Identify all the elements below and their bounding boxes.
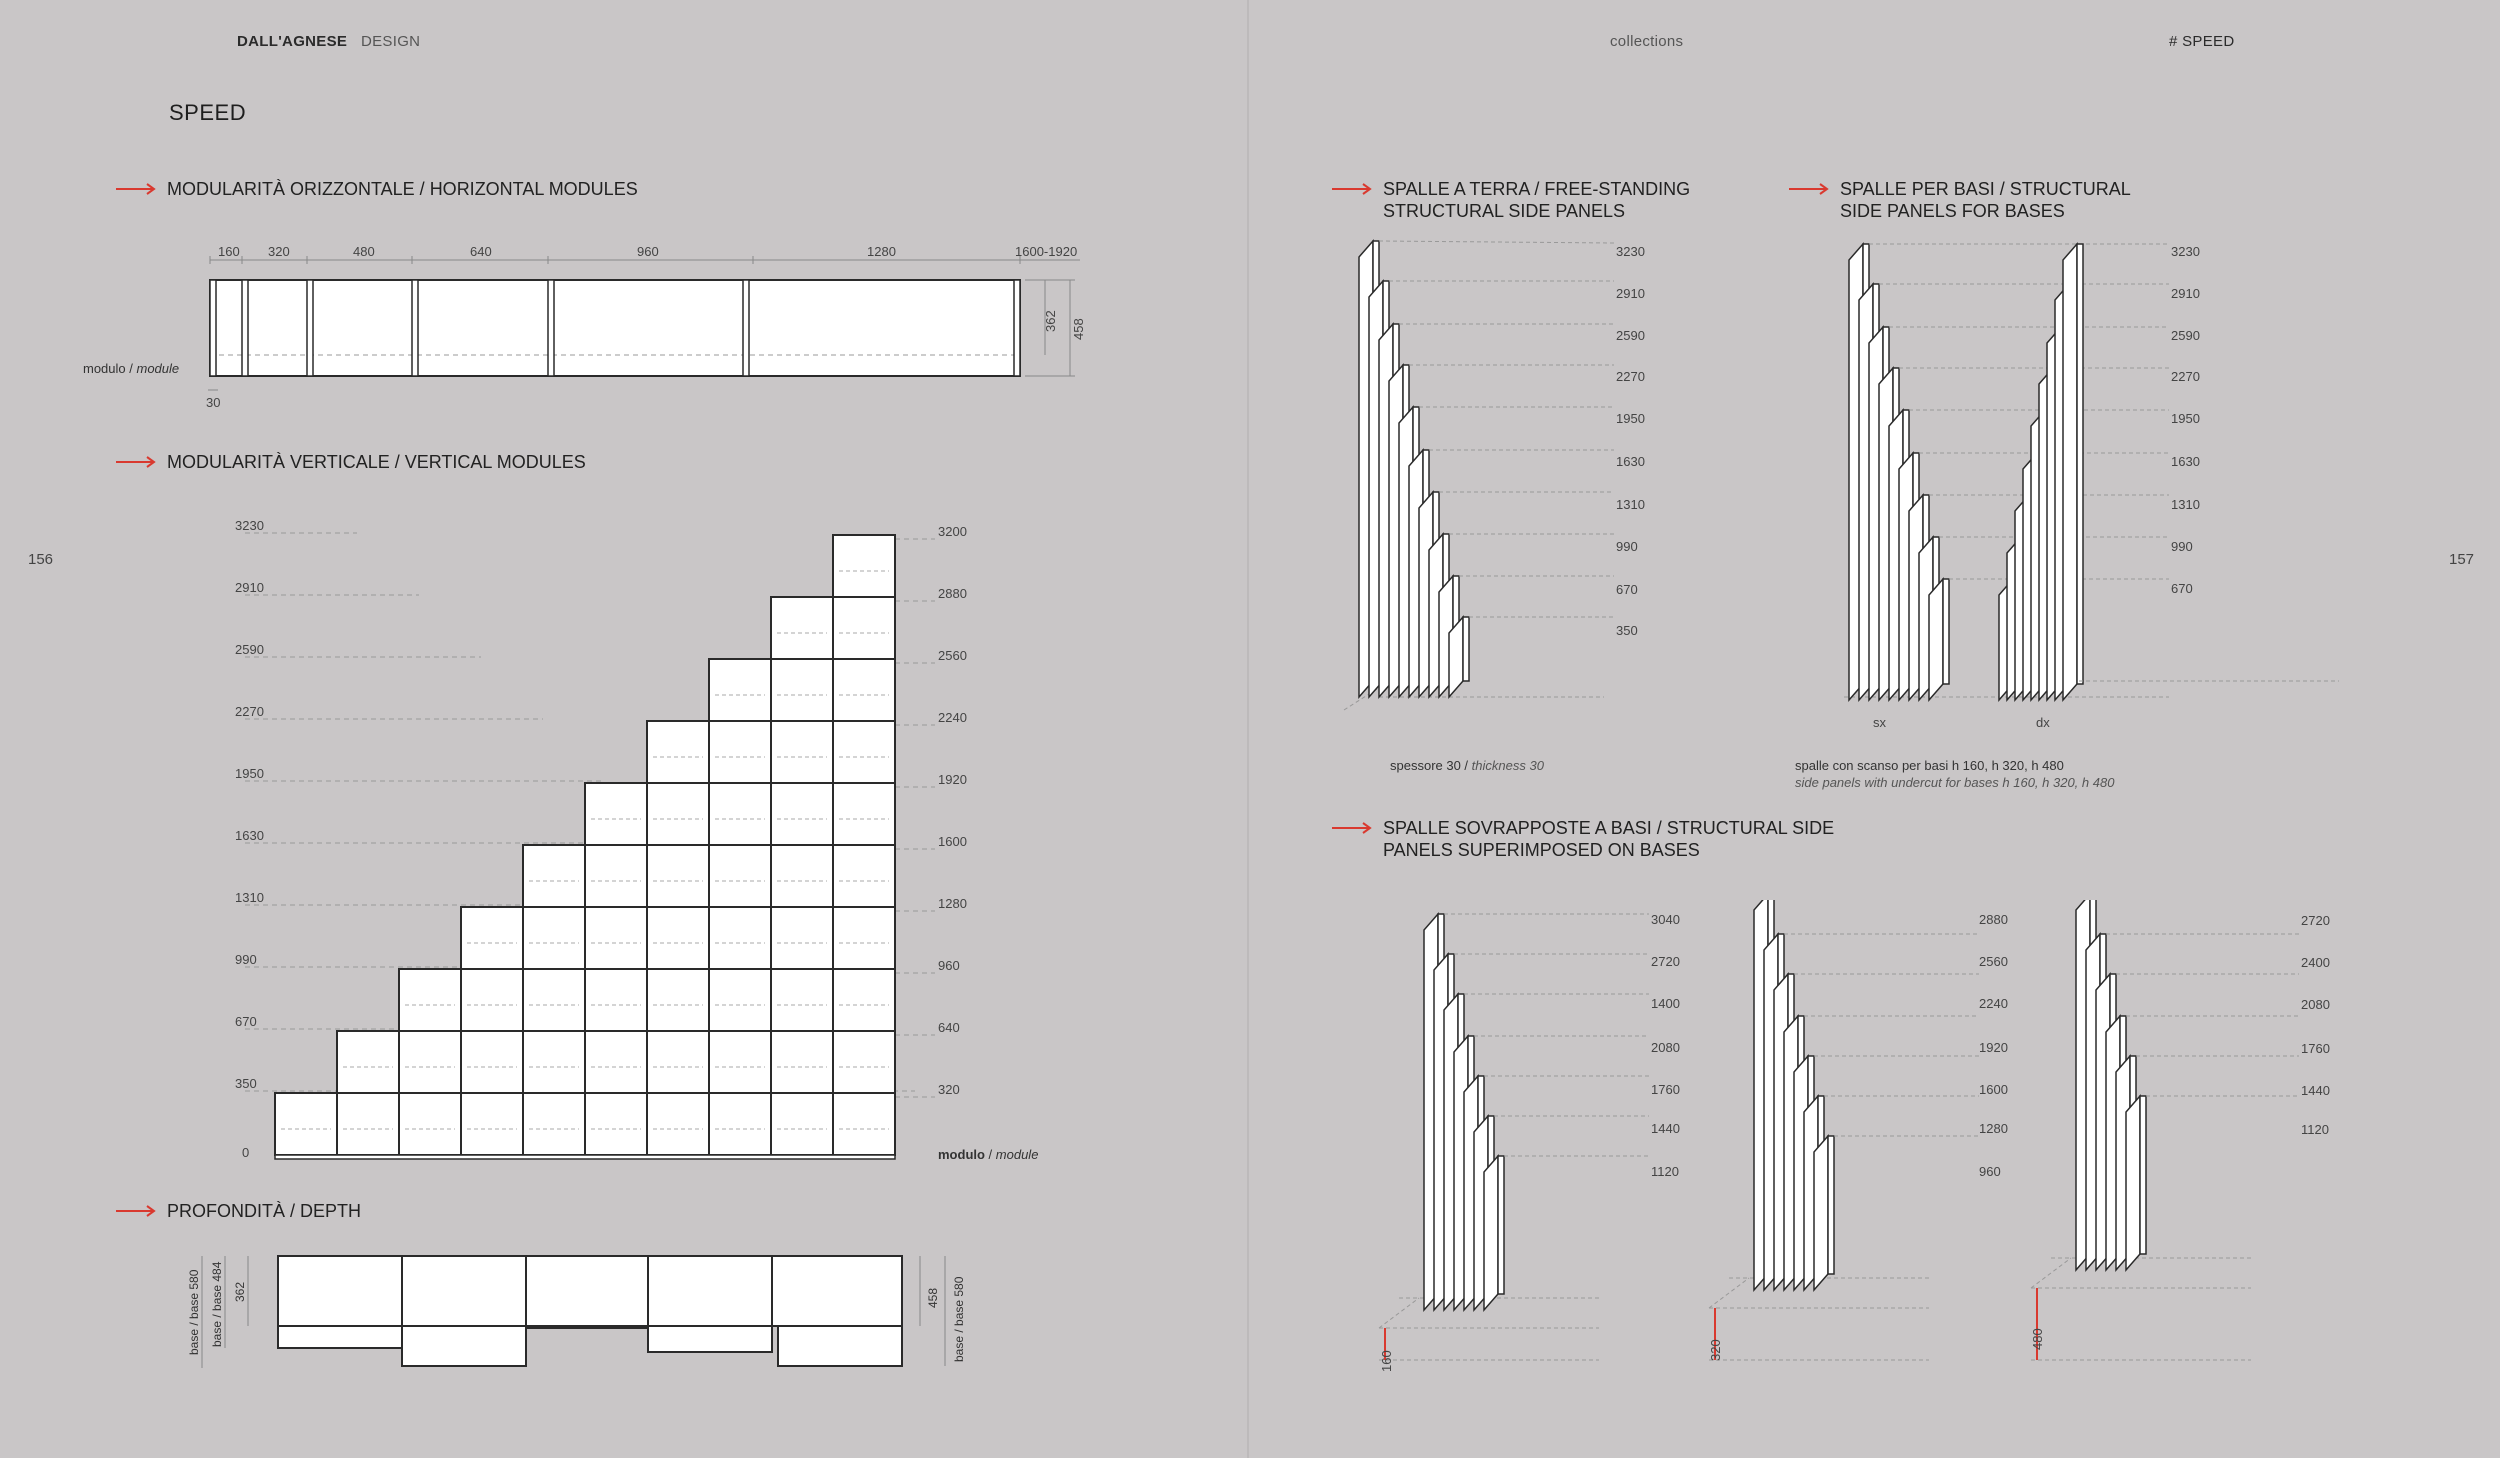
right-tick: 640 bbox=[938, 1020, 960, 1035]
vertical-modules-diagram bbox=[220, 515, 1070, 1170]
shelf-cell bbox=[647, 845, 709, 907]
freestanding-panels-diagram bbox=[1339, 235, 1679, 725]
right-tick: 2560 bbox=[938, 648, 967, 663]
shelf-cell bbox=[585, 783, 647, 845]
base-height-label: 480 bbox=[2030, 1328, 2045, 1350]
section-depth-title: PROFONDITÀ / DEPTH bbox=[167, 1201, 362, 1221]
left-tick: 1310 bbox=[235, 890, 264, 905]
shelf-cell bbox=[833, 659, 895, 721]
panel-height-label: 2560 bbox=[1979, 954, 2008, 969]
section-freestanding-title: SPALLE A TERRA / FREE-STANDING STRUCTURAL SIDE PANELS bbox=[1383, 179, 1691, 221]
shelf-cell bbox=[461, 969, 523, 1031]
panel-height-label: 350 bbox=[1616, 623, 1638, 638]
width-label: 640 bbox=[470, 244, 492, 259]
panel-height-label: 2880 bbox=[1979, 912, 2008, 927]
base-height-label: 320 bbox=[1708, 1339, 1723, 1361]
module-label: modulo / module bbox=[938, 1147, 1039, 1162]
shelf-cell bbox=[709, 969, 771, 1031]
shelf-cell bbox=[709, 907, 771, 969]
panel-height-label: 1920 bbox=[1979, 1040, 2008, 1055]
shelf-cell bbox=[709, 845, 771, 907]
shelf-cell bbox=[709, 1093, 771, 1155]
shelf-cell bbox=[275, 1093, 337, 1155]
shelf-cell bbox=[709, 783, 771, 845]
shelf-cell bbox=[771, 907, 833, 969]
side-panel bbox=[1929, 579, 1943, 700]
side-panel bbox=[1484, 1156, 1498, 1310]
left-tick: 2910 bbox=[235, 580, 264, 595]
superimposed-panels-diagram bbox=[1359, 900, 2359, 1380]
panel-height-label: 2270 bbox=[2171, 369, 2200, 384]
panel-height-label: 1630 bbox=[1616, 454, 1645, 469]
panel-height-label: 2720 bbox=[2301, 913, 2330, 928]
shelf-cell bbox=[585, 845, 647, 907]
panel-height-label: 3230 bbox=[1616, 244, 1645, 259]
shelf-cell bbox=[833, 597, 895, 659]
shelf-cell bbox=[833, 721, 895, 783]
width-label: 480 bbox=[353, 244, 375, 259]
panel-height-label: 2910 bbox=[2171, 286, 2200, 301]
shelf-cell bbox=[337, 1093, 399, 1155]
shelf-cell bbox=[399, 1031, 461, 1093]
side-panel bbox=[1814, 1136, 1828, 1290]
height-label: 458 bbox=[1071, 318, 1086, 340]
shelf-cell bbox=[771, 659, 833, 721]
panel-height-label: 2590 bbox=[2171, 328, 2200, 343]
shelf-cell bbox=[647, 969, 709, 1031]
shelf-cell bbox=[461, 907, 523, 969]
shelf-cell bbox=[585, 907, 647, 969]
bases-caption: spalle con scanso per basi h 160, h 320, h 480 side panels with undercut for bases h 160, h 320, h 480 bbox=[1795, 758, 2115, 790]
width-label: 1600-1920 bbox=[1015, 244, 1078, 259]
panel-height-label: 1440 bbox=[1651, 1121, 1680, 1136]
side-panel bbox=[2126, 1096, 2140, 1270]
shelf-cell bbox=[771, 969, 833, 1031]
left-tick: 1950 bbox=[235, 766, 264, 781]
bases-panels-diagram bbox=[1789, 235, 2349, 745]
shelf-cell bbox=[647, 1093, 709, 1155]
left-tick: 2270 bbox=[235, 704, 264, 719]
section-horizontal-title: MODULARITÀ ORIZZONTALE / HORIZONTAL MODULES bbox=[167, 179, 638, 199]
design-label: DESIGN bbox=[361, 33, 421, 50]
right-tick: 2240 bbox=[938, 710, 967, 725]
shelf-cell bbox=[709, 1031, 771, 1093]
shelf-cell bbox=[709, 721, 771, 783]
panel-height-label: 1950 bbox=[1616, 411, 1645, 426]
shelf-cell bbox=[771, 1031, 833, 1093]
panel-height-label: 1310 bbox=[2171, 497, 2200, 512]
freestanding-caption: spessore 30 / thickness 30 bbox=[1390, 758, 1544, 773]
panel-height-label: 670 bbox=[2171, 581, 2193, 596]
depth-label: base / base 580 bbox=[187, 1269, 201, 1355]
right-tick: 320 bbox=[938, 1082, 960, 1097]
left-tick: 0 bbox=[242, 1145, 250, 1160]
shelf-cell bbox=[585, 969, 647, 1031]
right-tick: 3200 bbox=[938, 524, 967, 539]
panel-height-label: 2270 bbox=[1616, 369, 1645, 384]
base-height-label: 160 bbox=[1379, 1350, 1394, 1372]
shelf-cell bbox=[399, 1093, 461, 1155]
depth-label: 458 bbox=[926, 1287, 940, 1308]
left-tick: 350 bbox=[235, 1076, 257, 1091]
width-label: 320 bbox=[268, 244, 290, 259]
panel-height-label: 2080 bbox=[2301, 997, 2330, 1012]
bottom-thickness-label: 30 bbox=[206, 395, 221, 410]
panel-height-label: 2240 bbox=[1979, 996, 2008, 1011]
panel-height-label: 990 bbox=[1616, 539, 1638, 554]
panel-height-label: 2720 bbox=[1651, 954, 1680, 969]
shelf-cell bbox=[833, 845, 895, 907]
panel-height-label: 1760 bbox=[2301, 1041, 2330, 1056]
panel-height-label: 1760 bbox=[1651, 1082, 1680, 1097]
horizontal-modules-diagram bbox=[70, 235, 1110, 425]
module-label: modulo / module bbox=[83, 361, 180, 376]
shelf-cell bbox=[833, 783, 895, 845]
shelf-cell bbox=[771, 783, 833, 845]
depth-label: 362 bbox=[233, 1281, 247, 1302]
left-tick: 1630 bbox=[235, 828, 264, 843]
section-bases-title: SPALLE PER BASI / STRUCTURAL SIDE PANELS FOR BASES bbox=[1840, 179, 2131, 221]
left-page bbox=[0, 0, 1247, 1458]
left-tick: 3230 bbox=[235, 518, 264, 533]
panel-height-label: 1600 bbox=[1979, 1082, 2008, 1097]
panel-height-label: 3230 bbox=[2171, 244, 2200, 259]
section-superimposed-title: SPALLE SOVRAPPOSTE A BASI / STRUCTURAL SIDE PANELS SUPERIMPOSED ON BASES bbox=[1383, 818, 1835, 860]
panel-height-label: 960 bbox=[1979, 1164, 2001, 1179]
width-label: 960 bbox=[637, 244, 659, 259]
arrow-icon bbox=[116, 182, 158, 196]
shelf-cell bbox=[461, 1031, 523, 1093]
shelf-cell bbox=[523, 1031, 585, 1093]
shelf-cell bbox=[585, 1031, 647, 1093]
height-label: 362 bbox=[1043, 310, 1058, 332]
left-tick: 2590 bbox=[235, 642, 264, 657]
arrow-icon bbox=[116, 1204, 158, 1218]
depth-label: base / base 580 bbox=[952, 1276, 966, 1362]
panel-height-label: 1440 bbox=[2301, 1083, 2330, 1098]
depth-label: base / base 484 bbox=[210, 1261, 224, 1347]
panel-height-label: 1630 bbox=[2171, 454, 2200, 469]
right-tick: 1600 bbox=[938, 834, 967, 849]
depth-diagram bbox=[180, 1250, 1000, 1380]
panel-height-label: 670 bbox=[1616, 582, 1638, 597]
shelf-cell bbox=[771, 597, 833, 659]
width-label: 160 bbox=[218, 244, 240, 259]
arrow-icon bbox=[1332, 182, 1374, 196]
shelf-cell bbox=[833, 907, 895, 969]
shelf-cell bbox=[709, 659, 771, 721]
collections-label: collections bbox=[1610, 33, 1684, 50]
right-page bbox=[1249, 0, 2500, 1458]
brand-name: DALL'AGNESE bbox=[237, 33, 348, 50]
arrow-icon bbox=[116, 455, 158, 469]
right-tick: 1280 bbox=[938, 896, 967, 911]
shelf-cell bbox=[833, 1031, 895, 1093]
panel-height-label: 2080 bbox=[1651, 1040, 1680, 1055]
shelf-cell bbox=[771, 721, 833, 783]
panel-height-label: 3040 bbox=[1651, 912, 1680, 927]
page-number-left: 156 bbox=[28, 551, 54, 568]
page-number-right: 157 bbox=[2449, 551, 2475, 568]
page-title: SPEED bbox=[169, 100, 247, 125]
shelf-cell bbox=[523, 969, 585, 1031]
shelf-cell bbox=[523, 845, 585, 907]
panel-height-label: 2400 bbox=[2301, 955, 2330, 970]
shelf-cell bbox=[399, 969, 461, 1031]
left-tick: 990 bbox=[235, 952, 257, 967]
shelf-cell bbox=[523, 1093, 585, 1155]
left-tick: 670 bbox=[235, 1014, 257, 1029]
arrow-icon bbox=[1789, 182, 1831, 196]
shelf-cell bbox=[833, 535, 895, 597]
shelf-cell bbox=[833, 969, 895, 1031]
panel-height-label: 1310 bbox=[1616, 497, 1645, 512]
panel-height-label: 2590 bbox=[1616, 328, 1645, 343]
shelf-cell bbox=[523, 907, 585, 969]
right-tick: 2880 bbox=[938, 586, 967, 601]
panel-height-label: 1120 bbox=[1651, 1164, 1679, 1179]
shelf-cell bbox=[833, 1093, 895, 1155]
shelf-cell bbox=[585, 1093, 647, 1155]
panel-height-label: 1280 bbox=[1979, 1121, 2008, 1136]
sx-label: sx bbox=[1873, 715, 1886, 730]
dx-label: dx bbox=[2036, 715, 2050, 730]
panel-height-label: 1950 bbox=[2171, 411, 2200, 426]
right-tick: 1920 bbox=[938, 772, 967, 787]
panel-height-label: 1120 bbox=[2301, 1122, 2329, 1137]
side-panel bbox=[2063, 244, 2077, 700]
shelf-cell bbox=[771, 1093, 833, 1155]
panel-height-label: 2910 bbox=[1616, 286, 1645, 301]
right-tick: 960 bbox=[938, 958, 960, 973]
shelf-cell bbox=[647, 907, 709, 969]
panel-height-label: 1400 bbox=[1651, 996, 1680, 1011]
speed-tag: # SPEED bbox=[2169, 33, 2235, 50]
width-label: 1280 bbox=[867, 244, 896, 259]
shelf-cell bbox=[647, 1031, 709, 1093]
shelf-cell bbox=[647, 783, 709, 845]
shelf-cell bbox=[771, 845, 833, 907]
panel-height-label: 990 bbox=[2171, 539, 2193, 554]
arrow-icon bbox=[1332, 821, 1374, 835]
shelf-cell bbox=[461, 1093, 523, 1155]
shelf-cell bbox=[647, 721, 709, 783]
shelf-cell bbox=[337, 1031, 399, 1093]
section-vertical-title: MODULARITÀ VERTICALE / VERTICAL MODULES bbox=[167, 452, 586, 472]
